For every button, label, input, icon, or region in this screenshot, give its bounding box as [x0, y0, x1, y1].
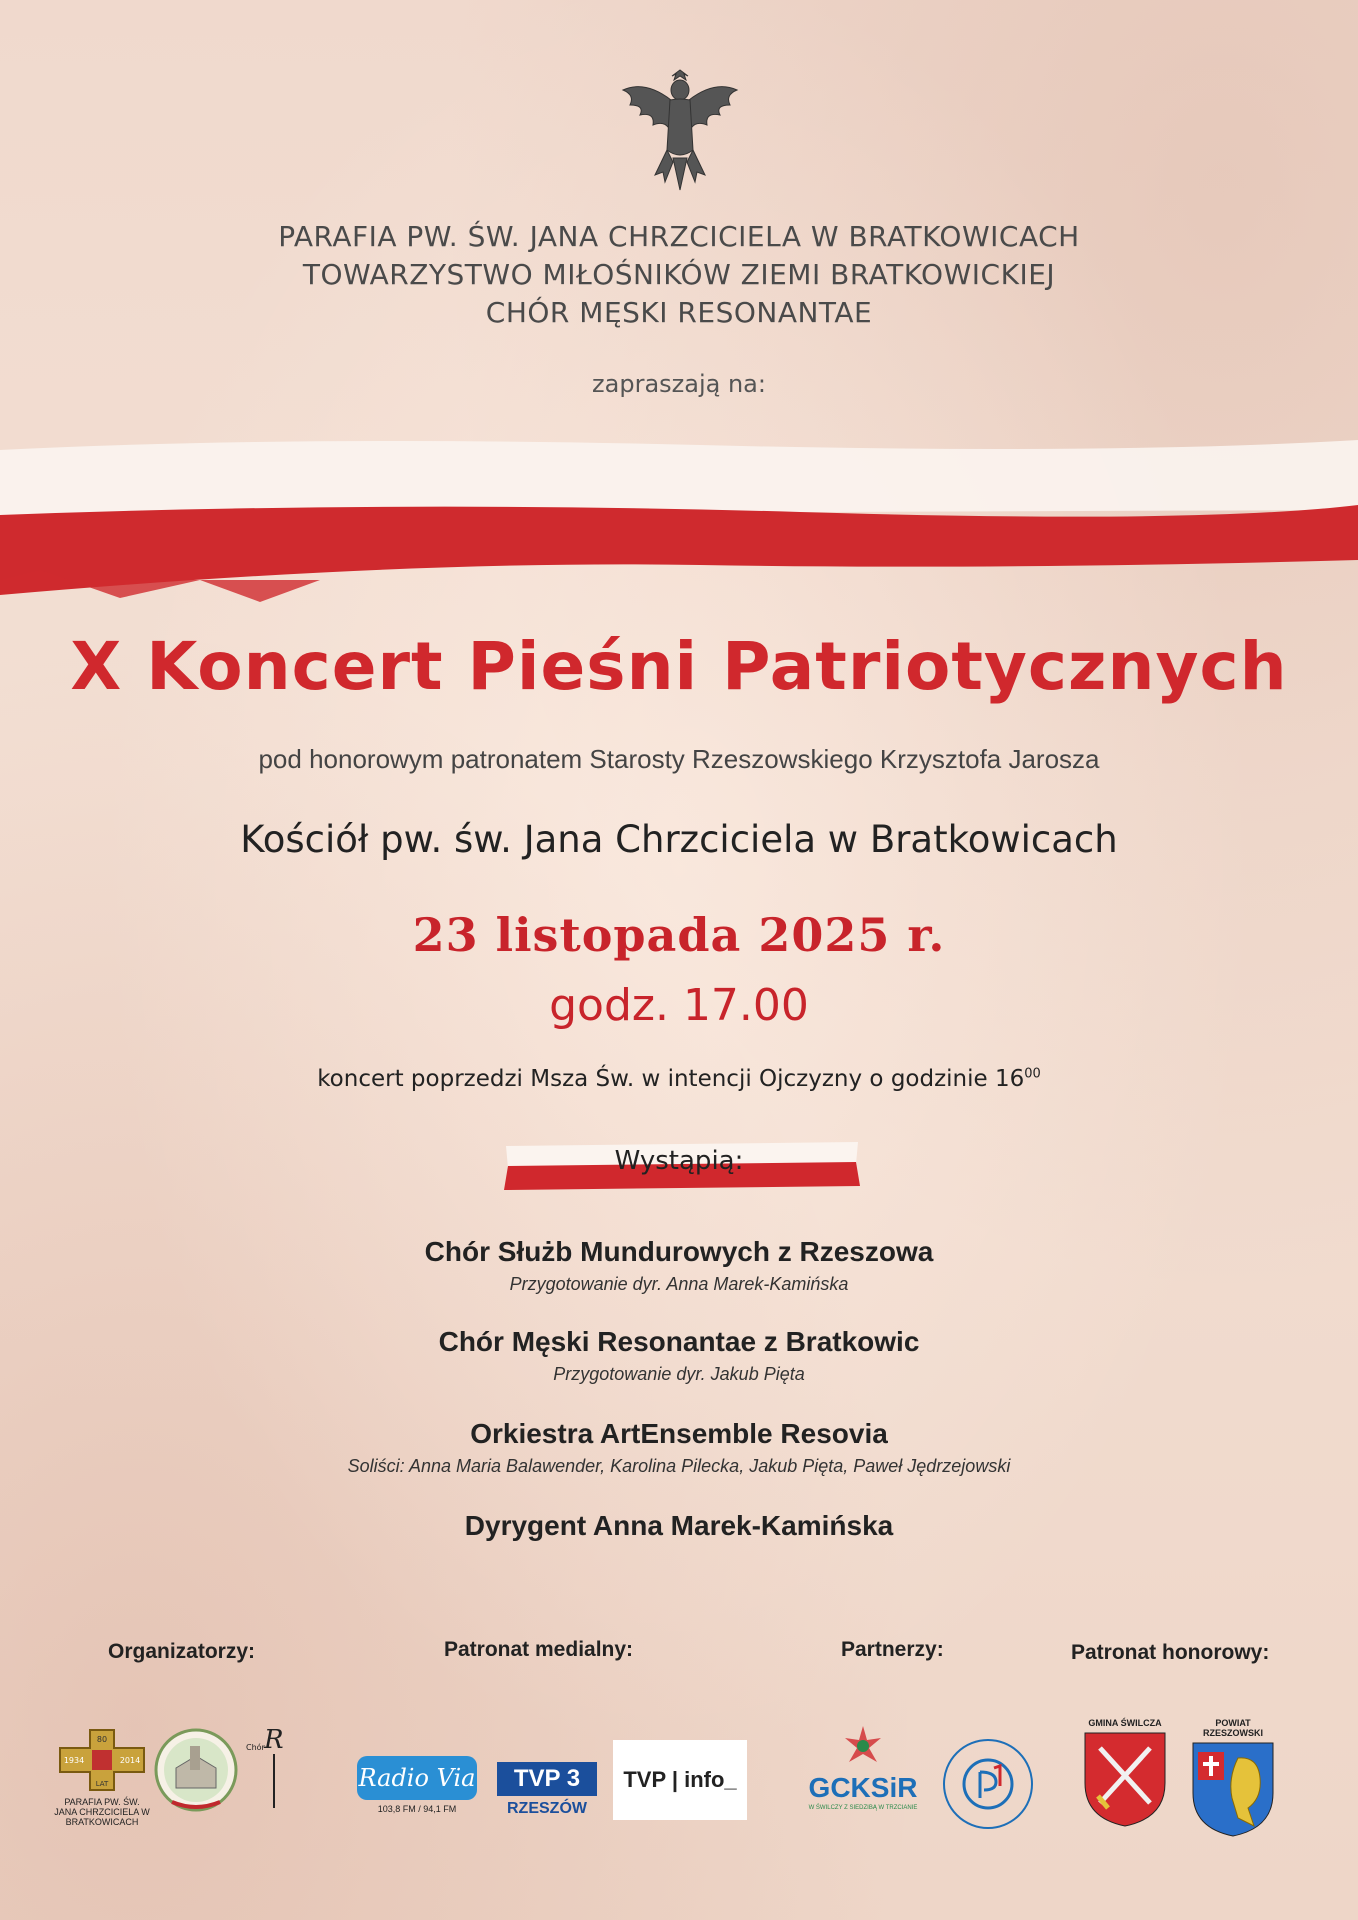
venue-text: Kościół pw. św. Jana Chrzciciela w Bratkowicach — [240, 818, 1118, 861]
radio-via-logo — [357, 1756, 477, 1814]
parish-cross-icon — [58, 1728, 146, 1792]
concert-time: godz. 17.00 — [549, 980, 809, 1031]
performer-name: Orkiestra ArtEnsemble Resovia — [470, 1418, 888, 1449]
performers-label: Wystąpią: — [614, 1146, 744, 1176]
media-patronage-heading: Patronat medialny: — [444, 1638, 634, 1661]
society-logo — [154, 1728, 238, 1812]
organizer-line: TOWARZYSTWO MIŁOŚNIKÓW ZIEMI BRATKOWICKIEJ — [302, 258, 1056, 291]
choirs-union-logo — [940, 1736, 1036, 1832]
honorary-patronage-heading: Patronat honorowy: — [1071, 1641, 1270, 1664]
gmina-coat-of-arms-icon — [1080, 1728, 1170, 1828]
tvp3-name: TVP 3 — [497, 1762, 597, 1796]
performer-block — [0, 1236, 1358, 1295]
organizer-line: CHÓR MĘSKI RESONANTAE — [485, 296, 873, 329]
choir-logo — [244, 1726, 294, 1810]
powiat-rzeszowski-logo — [1188, 1718, 1278, 1843]
radio-via-frequency: 103,8 FM / 94,1 FM — [377, 1804, 457, 1814]
gcksir-logo — [793, 1724, 933, 1813]
tvp3-logo — [497, 1762, 597, 1818]
parish-years-bottom: LAT — [95, 1780, 109, 1788]
tvp3-city: RZESZÓW — [507, 1800, 587, 1817]
svg-text:Chór: Chór — [246, 1743, 265, 1752]
performer-block — [0, 1326, 1358, 1385]
gmina-swilcza-name: GMINA ŚWILCZA — [1088, 1718, 1162, 1728]
organizer-line: PARAFIA PW. ŚW. JANA CHRZCICIELA W BRATKOWICACH — [278, 220, 1080, 253]
parish-logo-text: PARAFIA PW. ŚW. JANA CHRZCICIELA W BRATKOWICACH — [54, 1797, 150, 1827]
concert-title: X Koncert Pieśni Patriotycznych — [70, 628, 1288, 705]
performer-detail: Soliści: Anna Maria Balawender, Karolina Pilecka, Jakub Pięta, Paweł Jędrzejowski — [347, 1456, 1011, 1476]
mass-note — [0, 1066, 1358, 1092]
gcksir-subtitle: W ŚWILCZY Z SIEDZIBĄ W TRZCIANIE — [808, 1805, 918, 1811]
performer-name: Chór Służb Mundurowych z Rzeszowa — [424, 1236, 934, 1267]
parish-years-left: 1934 — [63, 1756, 85, 1765]
performer-detail: Przygotowanie dyr. Anna Marek-Kamińska — [509, 1274, 849, 1294]
polish-eagle-emblem — [615, 50, 745, 200]
mass-time-superscript: 00 — [1024, 1066, 1041, 1082]
powiat-rzeszowski-name: POWIAT RZESZOWSKI — [1203, 1718, 1263, 1738]
gcksir-name: GCKSiR — [808, 1772, 918, 1803]
invite-text: zapraszają na: — [592, 370, 766, 398]
performer-name: Chór Męski Resonantae z Bratkowic — [438, 1326, 920, 1357]
parish-years-top: 80 — [96, 1735, 108, 1744]
performer-block — [0, 1418, 1358, 1477]
tvp-info-logo: TVP | info_ — [613, 1740, 747, 1820]
performer-detail: Przygotowanie dyr. Jakub Pięta — [553, 1364, 805, 1384]
patronage-text: pod honorowym patronatem Starosty Rzeszowskiego Krzysztofa Jarosza — [258, 744, 1100, 774]
gcksir-star-icon — [841, 1724, 885, 1768]
svg-text:R: R — [264, 1726, 284, 1755]
parish-logo — [54, 1728, 150, 1827]
powiat-coat-of-arms-icon — [1188, 1738, 1278, 1838]
mass-note-text: koncert poprzedzi Msza Św. w intencji Ojczyzny o godzinie 16 — [317, 1066, 1025, 1092]
conductor-text: Dyrygent Anna Marek-Kamińska — [464, 1510, 894, 1541]
radio-via-name: Radio Via — [357, 1756, 477, 1800]
concert-date: 23 listopada 2025 r. — [412, 908, 946, 962]
polish-flag-band — [0, 430, 1358, 610]
organizers-header — [0, 218, 1358, 332]
partners-heading: Partnerzy: — [841, 1638, 944, 1661]
parish-years-right: 2014 — [119, 1756, 141, 1765]
gmina-swilcza-logo — [1080, 1718, 1170, 1833]
organizers-heading: Organizatorzy: — [108, 1640, 256, 1663]
